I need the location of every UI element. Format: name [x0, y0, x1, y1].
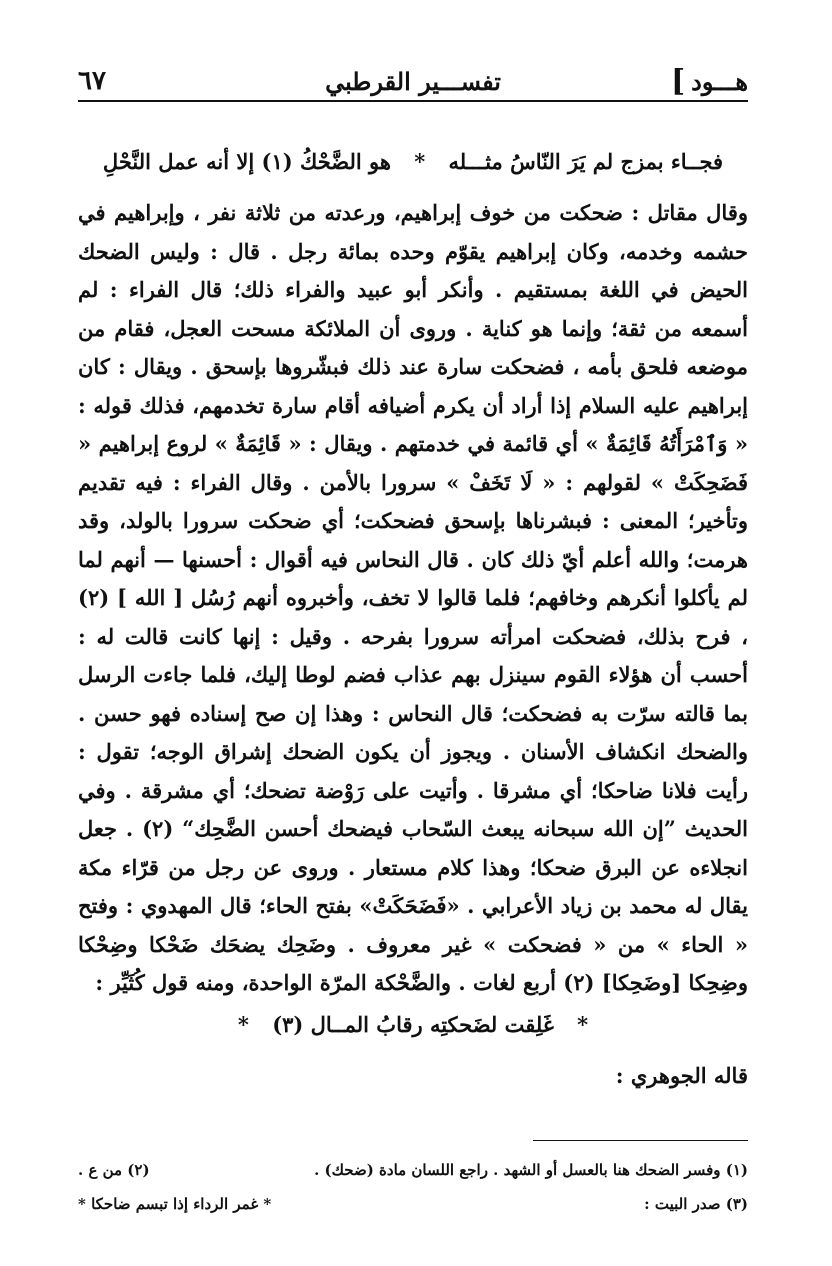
footnote-3: (٣) صدر البيت :	[644, 1195, 748, 1213]
header-bracket: ]	[670, 63, 686, 99]
couplet-line	[78, 1007, 748, 1043]
footnote-row	[78, 1187, 748, 1221]
couplet-text: غَلِقت لضَحكتِه رقابُ المــال (٣)	[272, 1011, 554, 1037]
footnotes	[78, 1140, 748, 1221]
poetry-verse	[78, 144, 748, 180]
footnote-1: (١) وفسر الضحك هنا بالعسل أو الشهد . راجع اللسان مادة (ضحك) .	[314, 1161, 748, 1179]
footnote-3-verse: * غمر الرداء إذا تبسم ضاحكا *	[78, 1195, 272, 1213]
footnote-row	[78, 1153, 748, 1187]
commentary-body	[78, 194, 748, 1003]
running-header	[78, 56, 748, 102]
footnote-rule	[533, 1140, 748, 1141]
couplet-star-left: *	[237, 1011, 249, 1037]
closing-line	[78, 1057, 748, 1096]
closing-line-text: قاله الجوهري :	[615, 1062, 748, 1088]
verse-separator-star: *	[414, 149, 426, 174]
book-title: تفســـير القرطبي	[325, 67, 501, 96]
page-number: ٦٧	[78, 66, 106, 96]
couplet-star-right: *	[577, 1011, 589, 1037]
verse-second-hemistich: هو الضَّحْكُ (١) إلا أنه عمل النَّحْلِ	[102, 149, 391, 174]
commentary-paragraph: وقال مقاتل : ضحكت من خوف إبراهيم، ورعدته من ثلاثة نفر ، وإبراهيم في حشمه وخدمه، وكان إبراهيم يقوّم وحده بمائة رجل . قال : وليس الضحك الحيض في اللغة بمستقيم . وأنكر أبو عبيد والفراء ذلك؛ قال الفراء : لم أسمعه من ثقة؛ وإنما هو كناية . وروى أن الملائكة مسحت العجل، فقام من موضعه فلحق بأمه ، فضحكت سارة عند ذلك فبشّروها بإسحق . ويقال : كان إبراهيم عليه السلام إذا أراد أن يكرم أضيافه أقام سارة تخدمهم، فذلك قوله : « وَٱمْرَأَتُهُ قَائِمَةٌ » أي قائمة في خدمتهم . ويقال : « قَائِمَةٌ » لروع إبراهيم « فَضَحِكَتْ » لقولهم : « لَا تَخَفْ » سرورا بالأمن . وقال الفراء : فيه تقديم وتأخير؛ المعنى : فبشرناها بإسحق فضحكت؛ أي ضحكت سرورا بالولد، وقد هرمت؛ والله أعلم أيّ ذلك كان . قال النحاس فيه أقوال : أحسنها — أنهم لما لم يأكلوا أنكرهم وخافهم؛ فلما قالوا لا تخف، وأخبروه أنهم رُسُل [ الله ] (٢) ، فرح بذلك، فضحكت امرأته سرورا بفرحه . وقيل : إنها كانت قالت له : أحسب أن هؤلاء القوم سينزل بهم عذاب فضم لوطا إليك، فلما جاءت الرسل بما قالته سرّت به فضحكت؛ قال النحاس : وهذا إن صح إسناده فهو حسن . والضحك انكشاف الأسنان . ويجوز أن يكون الضحك إشراق الوجه؛ تقول : رأيت فلانا ضاحكا؛ أي مشرقا . وأتيت على رَوْضة تضحك؛ أي مشرقة . وفي الحديث ”إن الله سبحانه يبعث السّحاب فيضحك أحسن الضَّحِك“ (٢) . جعل انجلاءه عن البرق ضحكا؛ وهذا كلام مستعار . وروى عن رجل من قرّاء مكة يقال له محمد بن زياد الأعرابي . «فَضَحَكَتْ» بفتح الحاء؛ قال المهدوي : وفتح « الحاء » من « فضحكت » غير معروف . وضَحِك يضحَك ضَحْكا وضِحْكا وضِحِكا [وضَحِكا] (٢) أربع لغات . والضَّحْكة المرّة الواحدة، ومنه قول كُثَيِّر :	[78, 200, 748, 995]
verse-first-hemistich: فجــاء بمزج لم يَرَ النّاسُ مثـــله	[448, 149, 724, 174]
footnote-2: (٢) من ع .	[78, 1161, 150, 1179]
sura-name: هـــود	[691, 67, 748, 96]
